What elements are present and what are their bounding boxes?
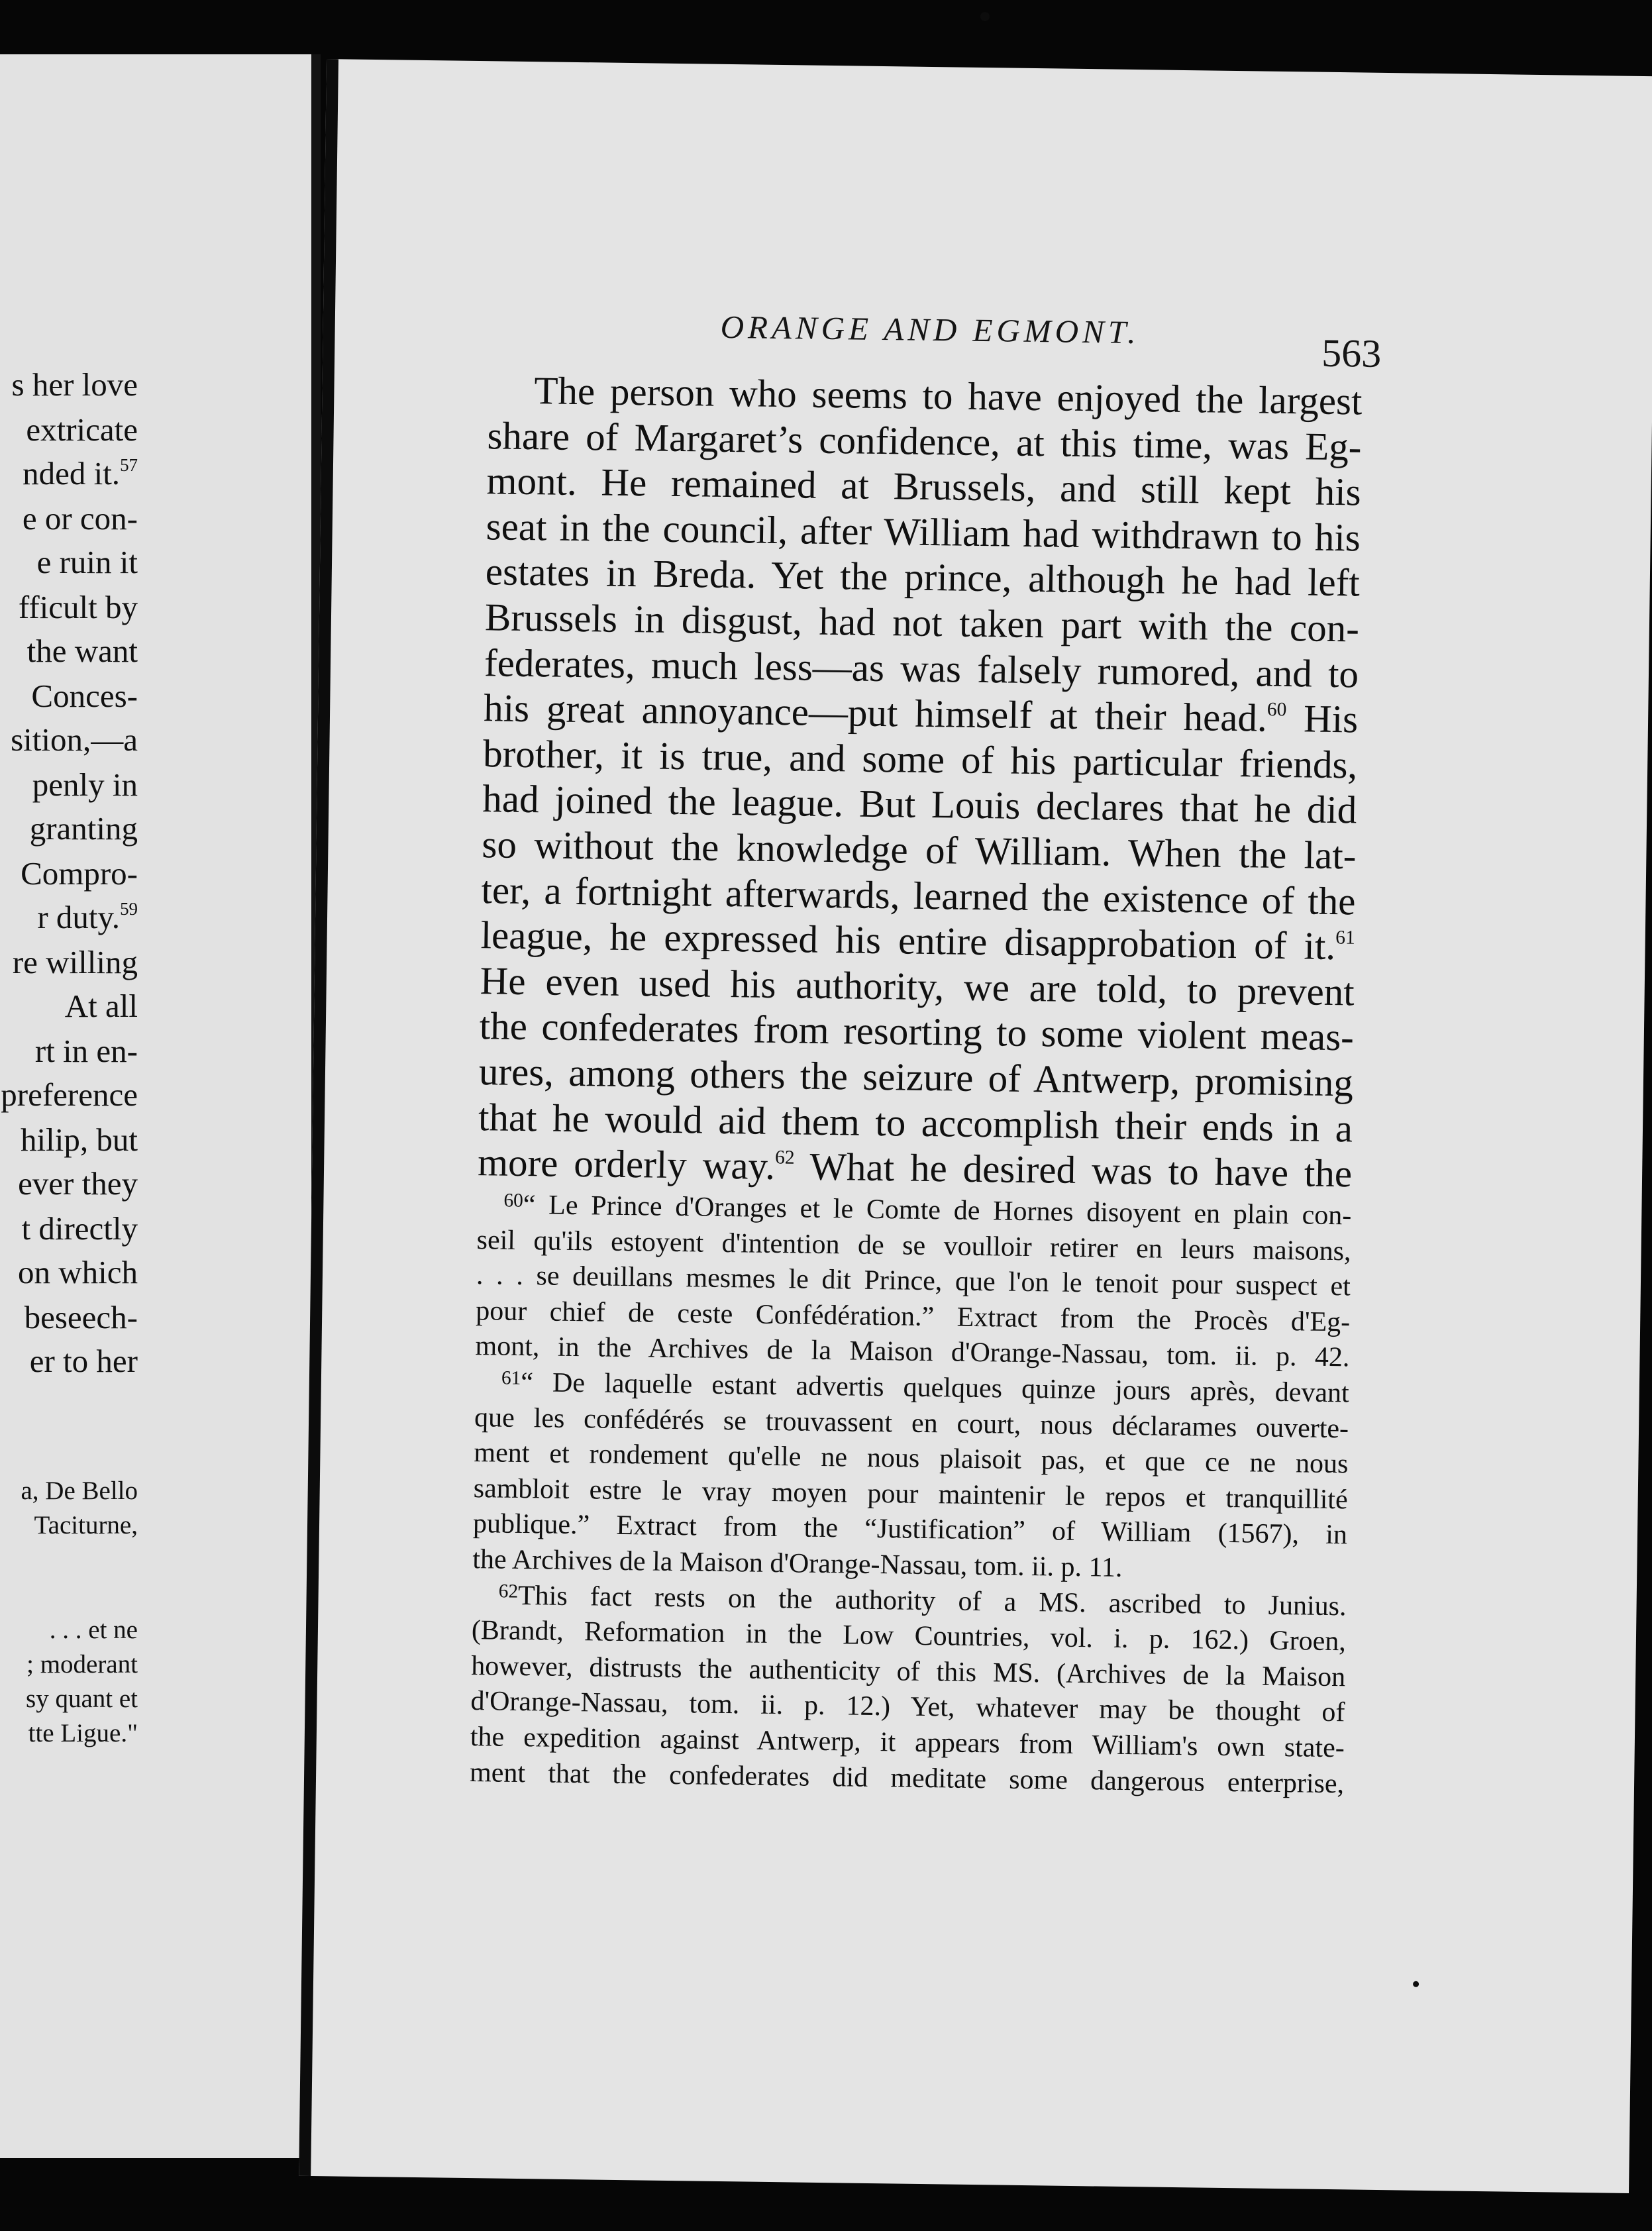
body-line: the confederates from resorting to some violent meas- xyxy=(479,1004,1355,1059)
footnote-ref: 59 xyxy=(120,898,138,919)
facing-page xyxy=(0,54,321,2158)
footnote-line: the Archives de la Maison d'Orange-Nassau, tom. ii. p. 11. xyxy=(472,1544,1123,1583)
footnote-ref: 61 xyxy=(1335,927,1355,949)
facing-page-line: e ruin it xyxy=(36,544,138,580)
footnote-line: $^{62}$This fact rests on the authority of a MS. ascribed to Junius. xyxy=(498,1580,1347,1622)
footnote-number: 60 xyxy=(503,1190,524,1212)
facing-page-line: re willing xyxy=(12,944,138,980)
facing-page-note-line: ; moderant xyxy=(26,1650,138,1679)
facing-page-line: penly in xyxy=(32,766,138,803)
running-head xyxy=(338,59,1652,376)
facing-page-note-line: Taciturne, xyxy=(34,1511,138,1539)
body-line: ures, among others the seizure of Antwerp, promising xyxy=(478,1049,1354,1105)
body-line: The person who seems to have enjoyed the largest xyxy=(534,368,1363,423)
facing-page-line: hilip, but xyxy=(21,1121,138,1158)
facing-page-line: e or con- xyxy=(22,500,138,537)
body-line: He even used his authority, we are told, to prevent xyxy=(480,958,1355,1014)
body-line: had joined the league. But Louis declares that he did xyxy=(482,776,1357,832)
body-text xyxy=(478,367,1363,1196)
scan-speck xyxy=(980,12,990,21)
body-line: estates in Breda. Yet the prince, although he had left xyxy=(485,549,1361,605)
footnote-line: the expedition against Antwerp, it appears from William's own state- xyxy=(470,1721,1345,1764)
facing-page-line: extricate xyxy=(26,411,138,448)
footnote-number: 61 xyxy=(501,1367,521,1389)
footnote-line: $^{60}$“ Le Prince d'Oranges et le Comte de Hornes disoyent en plain con- xyxy=(503,1190,1352,1231)
footnote-line: que les confédérés se trouvassent en court, nous déclarames ouverte- xyxy=(474,1402,1349,1444)
footnote-line: $^{61}$“ De laquelle estant advertis quelques quinze jours après, devant xyxy=(501,1367,1350,1409)
facing-page-line: on which xyxy=(18,1254,138,1290)
footnote-line: ment et rondement qu'elle ne nous plaisoit pas, et que ce ne nous xyxy=(474,1437,1349,1480)
facing-page-line: er to her xyxy=(29,1343,138,1379)
footnote-number: 62 xyxy=(498,1580,519,1602)
footnote-line: sambloit estre le vray moyen pour maintenir le repos et tranquillité xyxy=(473,1473,1348,1516)
facing-page-line: fficult by xyxy=(18,589,138,625)
running-title: ORANGE AND EGMONT. xyxy=(720,308,1141,351)
footnote-line: publique.” Extract from the “Justification” of William (1567), in xyxy=(472,1508,1348,1551)
body-line: Brussels in disgust, had not taken part with the con- xyxy=(484,595,1360,650)
body-line: seat in the council, after William had withdrawn to his xyxy=(486,503,1361,560)
body-line: that he would aid them to accomplish their ends in a xyxy=(478,1094,1353,1150)
facing-page-line: Compro- xyxy=(21,855,138,892)
facing-page-line: ever they xyxy=(18,1165,138,1202)
footnote-line: . . . se deuillans mesmes le dit Prince, que l'on le tenoit pour suspect et xyxy=(476,1260,1351,1302)
footnote-ref: 60 xyxy=(1266,699,1287,721)
body-line: league, he expressed his entire disapprobation of it.$^{61}$ xyxy=(480,913,1355,968)
body-line: his great annoyance—put himself at their head.$^{60}$ His xyxy=(483,686,1359,741)
footnote-line: however, distrusts the authenticity of this MS. (Archives de la Maison xyxy=(470,1650,1346,1693)
facing-page-line: t directly xyxy=(21,1210,138,1247)
scan-speck xyxy=(1413,1981,1419,1987)
footnote-ref: 62 xyxy=(774,1147,795,1168)
body-line: share of Margaret’s confidence, at this time, was Eg- xyxy=(487,413,1362,469)
footnote-line: pour chief de ceste Confédération.” Extract from the Procès d'Eg- xyxy=(475,1295,1351,1338)
footnote-line: mont, in the Archives de la Maison d'Orange-Nassau, tom. ii. p. 42. xyxy=(475,1331,1350,1373)
footnote-ref: 57 xyxy=(120,454,138,475)
footnotes xyxy=(470,1187,1352,1802)
facing-page-line: the want xyxy=(26,633,138,669)
footnote-line: d'Orange-Nassau, tom. ii. p. 12.) Yet, whatever may be thought of xyxy=(470,1686,1345,1728)
facing-page-note-line: a, De Bello xyxy=(21,1477,138,1505)
facing-page-note-line: tte Ligue." xyxy=(28,1719,138,1747)
facing-page-line: nded it.$^{57}$ xyxy=(23,454,138,492)
body-line: federates, much less—as was falsely rumored, and to xyxy=(484,640,1359,696)
facing-page-line: r duty.$^{59}$ xyxy=(37,898,138,935)
footnote-line: ment that the confederates did meditate some dangerous enterprise, xyxy=(469,1757,1345,1799)
facing-page-line: beseech- xyxy=(24,1299,138,1335)
facing-page-line: granting xyxy=(29,810,138,847)
facing-page-line: rt in en- xyxy=(34,1033,138,1069)
facing-page-line: Conces- xyxy=(31,678,138,714)
body-line: mont. He remained at Brussels, and still kept his xyxy=(486,458,1362,514)
facing-page-line: At all xyxy=(64,988,138,1024)
page-number: 563 xyxy=(1321,331,1382,376)
facing-page-note-line: . . . et ne xyxy=(49,1616,138,1644)
facing-page-line: sition,—a xyxy=(11,721,138,758)
facing-page-line: s her love xyxy=(11,366,138,403)
body-line: more orderly way.$^{62}$ What he desired was to have the xyxy=(477,1140,1353,1196)
footnote-line: (Brandt, Reformation in the Low Countries, vol. i. p. 162.) Groen, xyxy=(471,1615,1347,1657)
facing-page-note-line: sy quant et xyxy=(26,1685,138,1713)
body-line: so without the knowledge of William. When the lat- xyxy=(482,822,1357,878)
body-line: brother, it is true, and some of his particular friends, xyxy=(482,731,1358,787)
body-line: ter, a fortnight afterwards, learned the existence of the xyxy=(481,867,1356,923)
footnote-line: seil qu'ils estoyent d'intention de se voulloir retirer en leurs maisons, xyxy=(476,1224,1351,1267)
facing-page-line: preference xyxy=(1,1076,138,1113)
book-page xyxy=(299,59,1652,2193)
